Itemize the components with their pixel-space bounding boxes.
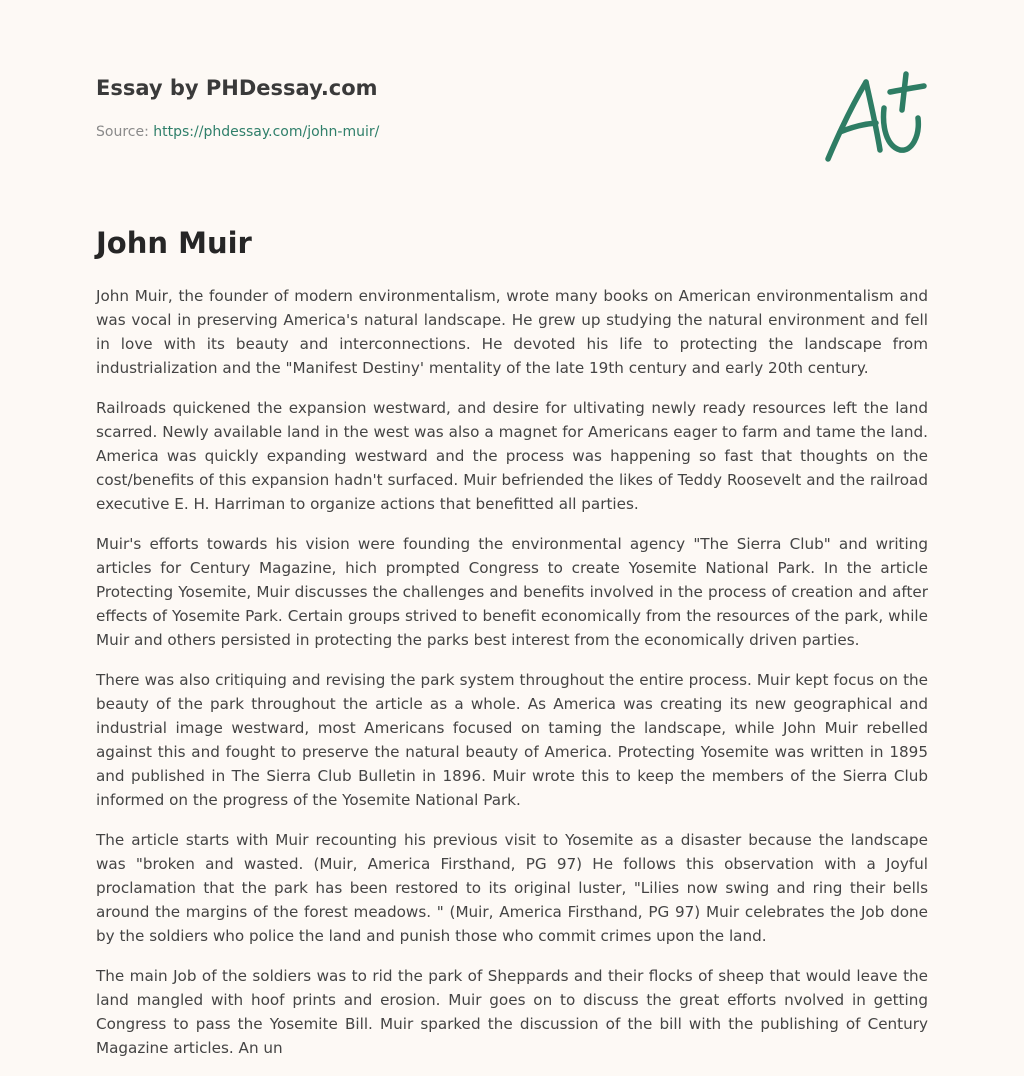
source-link[interactable]: https://phdessay.com/john-muir/: [153, 124, 380, 140]
essay-paragraph: Muir's efforts towards his vision were founding the environmental agency "The Sierra Club" and writing articles for Century Magazine, hich prompted Congress to create Yosemite National Park. In the article Protecting Yosemite, Muir discusses the challenges and benefits involved in the process of creation and after effects of Yosemite Park. Certain groups strived to benefit economically from the resources of the park, while Muir and others persisted in protecting the parks best interest from the economically driven parties.: [96, 535, 928, 649]
essay-body: [96, 284, 928, 1076]
a-plus-logo-icon: [820, 66, 930, 166]
source-label: Source:: [96, 124, 149, 140]
essay-paragraph: The main Job of the soldiers was to rid the park of Sheppards and their flocks of sheep that would leave the land mangled with hoof prints and erosion. Muir goes on to discuss the great efforts nvolved in getting Congress to pass the Yosemite Bill. Muir sparked the discussion of the bill with the publishing of Century Magazine articles. An un: [96, 967, 928, 1057]
essay-paragraph: Railroads quickened the expansion westward, and desire for ultivating newly ready resources left the land scarred. Newly available land in the west was also a magnet for Americans eager to farm and tame the land. America was quickly expanding westward and the process was happening so fast that thoughts on the cost/benefits of this expansion hadn't surfaced. Muir befriended the likes of Teddy Roosevelt and the railroad executive E. H. Harriman to organize actions that benefitted all parties.: [96, 399, 928, 513]
site-brand: Essay by PHDessay.com: [96, 76, 378, 100]
source-line: [96, 124, 379, 140]
essay-paragraph: There was also critiquing and revising the park system throughout the entire process. Muir kept focus on the beauty of the park throughout the article as a whole. As America was creating its new geographical and industrial image westward, most Americans focused on taming the landscape, while John Muir rebelled against this and fought to preserve the natural beauty of America. Protecting Yosemite was written in 1895 and published in The Sierra Club Bulletin in 1896. Muir wrote this to keep the members of the Sierra Club informed on the progress of the Yosemite National Park.: [96, 671, 928, 809]
essay-paragraph: John Muir, the founder of modern environmentalism, wrote many books on American environmentalism and was vocal in preserving America's natural landscape. He grew up studying the natural environment and fell in love with its beauty and interconnections. He devoted his life to protecting the landscape from industrialization and the "Manifest Destiny' mentality of the late 19th century and early 20th century.: [96, 287, 928, 377]
page-header: [96, 76, 928, 140]
essay-title: John Muir: [96, 226, 252, 260]
essay-paragraph: The article starts with Muir recounting his previous visit to Yosemite as a disaster because the landscape was "broken and wasted. (Muir, America Firsthand, PG 97) He follows this observation with a Joyful proclamation that the park has been restored to its original luster, "Lilies now swing and ring their bells around the margins of the forest meadows. " (Muir, America Firsthand, PG 97) Muir celebrates the Job done by the soldiers who police the land and punish those who commit crimes upon the land.: [96, 831, 928, 945]
